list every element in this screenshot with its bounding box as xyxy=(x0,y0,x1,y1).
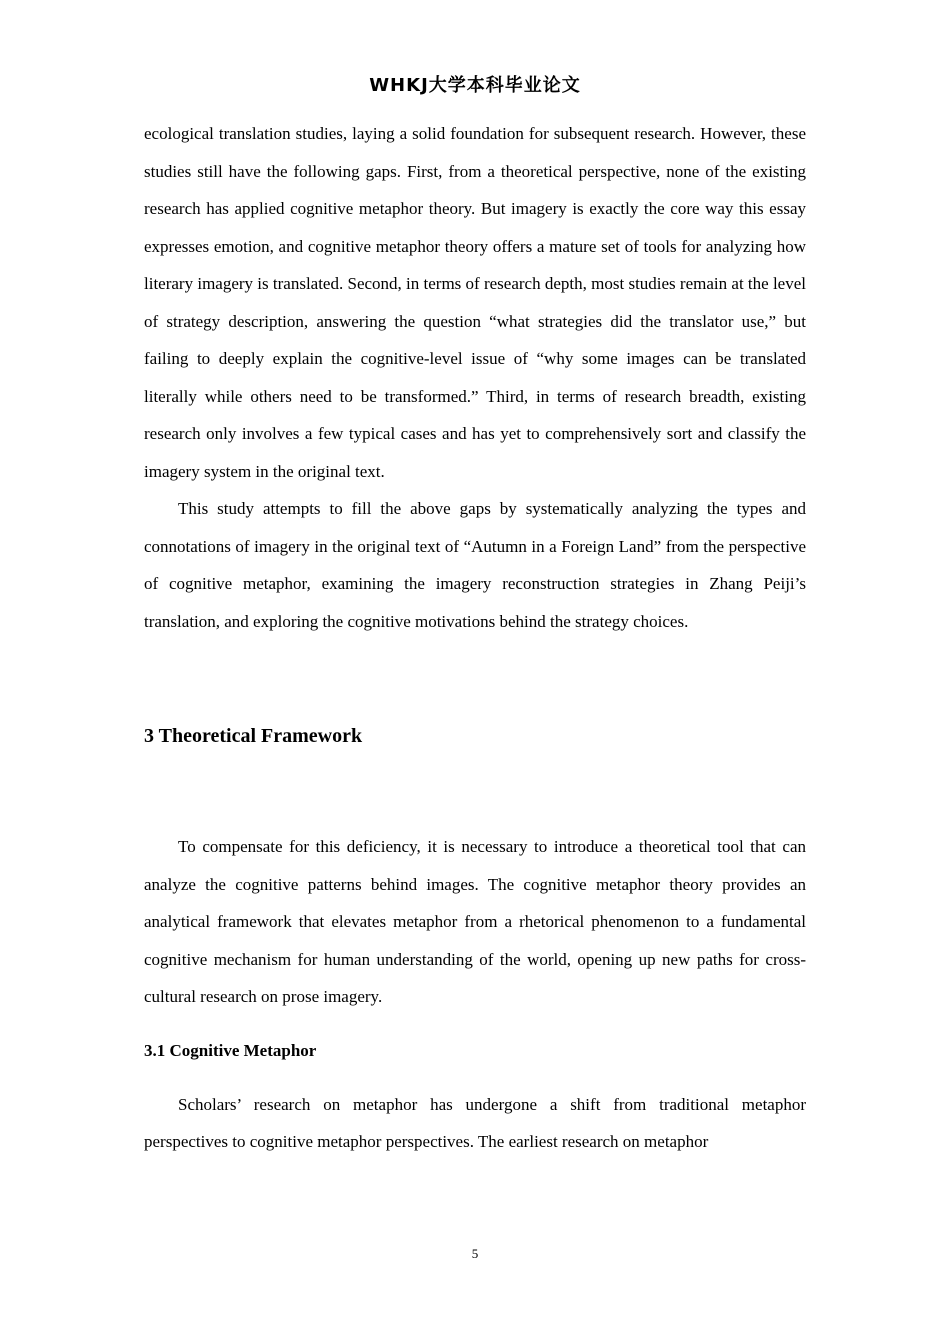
body-paragraph-4: Scholars’ research on metaphor has undergone a shift from traditional metaphor perspectives to cognitive metaphor perspectives. The earliest research on metaphor xyxy=(144,1094,806,1151)
subsection-spacer-top xyxy=(144,1016,806,1036)
body-paragraph-2: This study attempts to fill the above gaps by systematically analyzing the types and connotations of imagery in the original text of “Autumn in a Foreign Land” from the perspective of cognitive metaphor, examining the imagery reconstruction strategies in Zhang Peiji’s translation, and exploring the cognitive motivations behind the strategy choices. xyxy=(144,499,806,631)
section-spacer-bottom xyxy=(144,751,806,828)
running-header: WHKJ大学本科毕业论文 xyxy=(369,75,581,96)
body-paragraph-3: To compensate for this deficiency, it is necessary to introduce a theoretical tool that can analyze the cognitive patterns behind images. The cognitive metaphor theory provides an analytical framework that elevates metaphor from a rhetorical phenomenon to a fundamental cognitive mechanism for human understanding of the world, opening up new paths for cross-cultural research on prose imagery. xyxy=(144,837,806,1006)
section-heading: 3 Theoretical Framework xyxy=(144,725,363,747)
subsection-spacer-bottom xyxy=(144,1066,806,1086)
section-spacer-top xyxy=(144,640,806,721)
page-number: 5 xyxy=(471,1246,479,1261)
subsection-heading: 3.1 Cognitive Metaphor xyxy=(144,1040,317,1060)
page-body xyxy=(144,115,806,1161)
body-paragraph-1: ecological translation studies, laying a solid foundation for subsequent research. However, these studies still have the following gaps. First, from a theoretical perspective, none of the existing research has applied cognitive metaphor theory. But imagery is exactly the core way this essay expresses emotion, and cognitive metaphor theory offers a mature set of tools for analyzing how literary imagery is translated. Second, in terms of research depth, most studies remain at the level of strategy description, answering the question “what strategies did the translator use,” but failing to deeply explain the cognitive-level issue of “why some images can be translated literally while others need to be transformed.” Third, in terms of research breadth, existing research only involves a few typical cases and has yet to comprehensively sort and classify the imagery system in the original text. xyxy=(144,124,806,481)
